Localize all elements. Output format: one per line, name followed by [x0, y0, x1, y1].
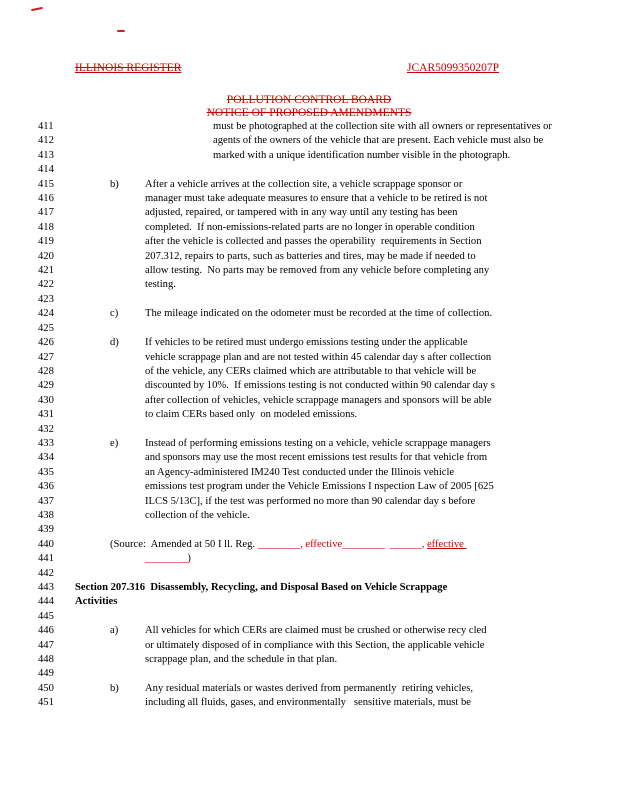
document-line: [0, 178, 618, 192]
document-line: [0, 610, 618, 624]
text-segment: effective: [426, 538, 467, 550]
document-line: [0, 581, 618, 595]
line-text: Any residual materials or wastes derived from permanently retiring vehicles,: [145, 682, 474, 694]
line-number: 415: [38, 178, 54, 190]
line-text: scrappage plan, and the schedule in that plan.: [145, 654, 338, 666]
line-number: 423: [38, 293, 54, 305]
line-text: collection of the vehicle.: [145, 509, 250, 521]
text-segment: , effective: [300, 538, 343, 550]
line-number: 445: [38, 610, 54, 622]
line-text: ILCS 5/13C], if the test was performed no more than 90 calendar day s before: [145, 495, 476, 507]
line-number: 412: [38, 135, 54, 147]
text-segment: ______: [389, 538, 422, 550]
document-line: [0, 120, 618, 134]
line-number: 419: [38, 236, 54, 248]
line-number: 450: [38, 682, 54, 694]
line-number: 424: [38, 308, 54, 320]
document-line: [0, 149, 618, 163]
line-text: All vehicles for which CERs are claimed must be crushed or otherwise recy cled: [145, 625, 487, 637]
document-line: [0, 322, 618, 336]
line-text: agents of the owners of the vehicle that are present. Each vehicle must also be: [213, 135, 544, 147]
red-dash-mark-icon: [117, 30, 125, 32]
document-line: [0, 379, 618, 393]
document-line: [0, 264, 618, 278]
line-text: allow testing. No parts may be removed from any vehicle before completing any: [145, 265, 490, 277]
line-text: After a vehicle arrives at the collection site, a vehicle scrappage sponsor or: [145, 178, 463, 190]
document-line: [0, 466, 618, 480]
line-number: 446: [38, 625, 54, 637]
line-number: 413: [38, 149, 54, 161]
document-line: [0, 221, 618, 235]
line-number: 427: [38, 351, 54, 363]
line-number: 432: [38, 423, 54, 435]
document-line: [0, 567, 618, 581]
text-segment: ________: [145, 553, 188, 565]
board-title: POLLUTION CONTROL BOARD: [226, 94, 392, 106]
document-line: [0, 163, 618, 177]
item-label: c): [110, 308, 119, 320]
document-line: [0, 134, 618, 148]
red-dash-mark-icon: [31, 7, 43, 11]
document-line: [0, 423, 618, 437]
line-text: and sponsors may use the most recent emissions test results for that vehicle from: [145, 452, 488, 464]
line-number: 411: [38, 121, 54, 132]
item-label: d): [110, 337, 119, 349]
line-number: 441: [38, 553, 54, 565]
document-line: [0, 653, 618, 667]
document-line: [0, 351, 618, 365]
line-text: emissions test program under the Vehicle Emissions I nspection Law of 2005 [625: [145, 481, 494, 493]
text-segment: (Source: Amended at 50 I ll. Reg.: [110, 538, 258, 550]
line-number: 442: [38, 567, 54, 579]
document-lines: [0, 120, 618, 711]
document-line: [0, 394, 618, 408]
line-number: 433: [38, 437, 54, 449]
line-text: an Agency-administered IM240 Test conducted under the Illinois vehicle: [145, 466, 455, 478]
line-number: 421: [38, 265, 54, 277]
document-line: [0, 192, 618, 206]
line-number: 430: [38, 394, 54, 406]
line-text: completed. If non-emissions-related parts are no longer in operable condition: [145, 221, 475, 233]
line-text: after collection of vehicles, vehicle scrappage managers and sponsors will be able: [145, 394, 492, 406]
document-line: [0, 639, 618, 653]
line-number: 429: [38, 380, 54, 392]
line-text: adjusted, repaired, or tampered with in any way until any testing has been: [145, 207, 458, 219]
line-number: 431: [38, 409, 54, 421]
document-line: [0, 552, 618, 566]
item-label: b): [110, 682, 119, 694]
item-label: a): [110, 625, 119, 637]
document-line: [0, 509, 618, 523]
document-line: [0, 595, 618, 609]
line-text: Activities: [75, 596, 118, 608]
document-line: [0, 682, 618, 696]
line-text: [145, 552, 191, 566]
line-text: 207.312, repairs to parts, such as batteries and tires, may be made if needed to: [145, 250, 476, 262]
document-line: [0, 278, 618, 292]
line-number: 416: [38, 193, 54, 205]
line-number: 414: [38, 164, 54, 176]
notice-title: NOTICE OF PROPOSED AMENDMENTS: [206, 107, 412, 119]
document-line: [0, 538, 618, 552]
line-number: 422: [38, 279, 54, 291]
line-number: 443: [38, 582, 54, 593]
document-line: [0, 523, 618, 537]
document-line: [0, 451, 618, 465]
document-line: [0, 250, 618, 264]
jcar-number: JCAR5099350207P: [407, 62, 500, 74]
line-number: 448: [38, 654, 54, 666]
line-text: If vehicles to be retired must undergo emissions testing under the applicable: [145, 337, 468, 349]
line-text: manager must take adequate measures to ensure that a vehicle to be retired is not: [145, 193, 488, 205]
line-number: 420: [38, 250, 54, 262]
document-line: [0, 336, 618, 350]
register-title: ILLINOIS REGISTER: [75, 62, 182, 74]
document-line: [0, 206, 618, 220]
line-number: 451: [38, 697, 54, 709]
document-line: [0, 365, 618, 379]
document-line: [0, 307, 618, 321]
line-text: vehicle scrappage plan and are not tested within 45 calendar day s after collection: [145, 351, 492, 363]
line-text: to claim CERs based only on modeled emissions.: [145, 409, 358, 421]
item-label: b): [110, 178, 119, 190]
document-line: [0, 667, 618, 681]
line-number: 440: [38, 538, 54, 550]
line-number: 434: [38, 452, 54, 464]
line-number: 439: [38, 524, 54, 536]
document-line: [0, 624, 618, 638]
line-text: [110, 538, 467, 552]
line-number: 435: [38, 466, 54, 478]
text-segment: ): [187, 553, 191, 565]
line-number: 428: [38, 365, 54, 377]
line-text: or ultimately disposed of in compliance with this Section, the applicable vehicle: [145, 639, 485, 651]
document-line: [0, 293, 618, 307]
line-text: Section 207.316 Disassembly, Recycling, and Disposal Based on Vehicle Scrappage: [75, 582, 448, 593]
document-line: [0, 235, 618, 249]
line-text: The mileage indicated on the odometer must be recorded at the time of collection.: [145, 308, 493, 320]
line-text: testing.: [145, 279, 176, 291]
line-number: 449: [38, 668, 54, 680]
line-number: 447: [38, 639, 54, 651]
line-text: must be photographed at the collection site with all owners or representatives or: [213, 121, 552, 132]
line-number: 444: [38, 596, 54, 608]
line-text: including all fluids, gases, and environmentally sensitive materials, must be: [145, 697, 471, 709]
document-line: [0, 437, 618, 451]
document-line: [0, 408, 618, 422]
line-number: 426: [38, 337, 54, 349]
document-line: [0, 696, 618, 710]
text-segment: ________: [342, 538, 385, 550]
line-number: 425: [38, 322, 54, 334]
line-number: 437: [38, 495, 54, 507]
line-text: of the vehicle, any CERs claimed which are attributable to that vehicle will be: [145, 365, 477, 377]
document-line: [0, 495, 618, 509]
item-label: e): [110, 437, 119, 449]
line-text: Instead of performing emissions testing on a vehicle, vehicle scrappage managers: [145, 437, 491, 449]
document-line: [0, 480, 618, 494]
text-segment: ,: [421, 538, 427, 550]
line-text: discounted by 10%. If emissions testing is not conducted within 90 calendar day s: [145, 380, 495, 392]
line-number: 438: [38, 509, 54, 521]
line-text: marked with a unique identification number visible in the photograph.: [213, 149, 511, 161]
line-number: 418: [38, 221, 54, 233]
line-text: after the vehicle is collected and passes the operability requirements in Section: [145, 236, 482, 248]
line-number: 417: [38, 207, 54, 219]
line-number: 436: [38, 481, 54, 493]
text-segment: ________: [257, 538, 301, 550]
